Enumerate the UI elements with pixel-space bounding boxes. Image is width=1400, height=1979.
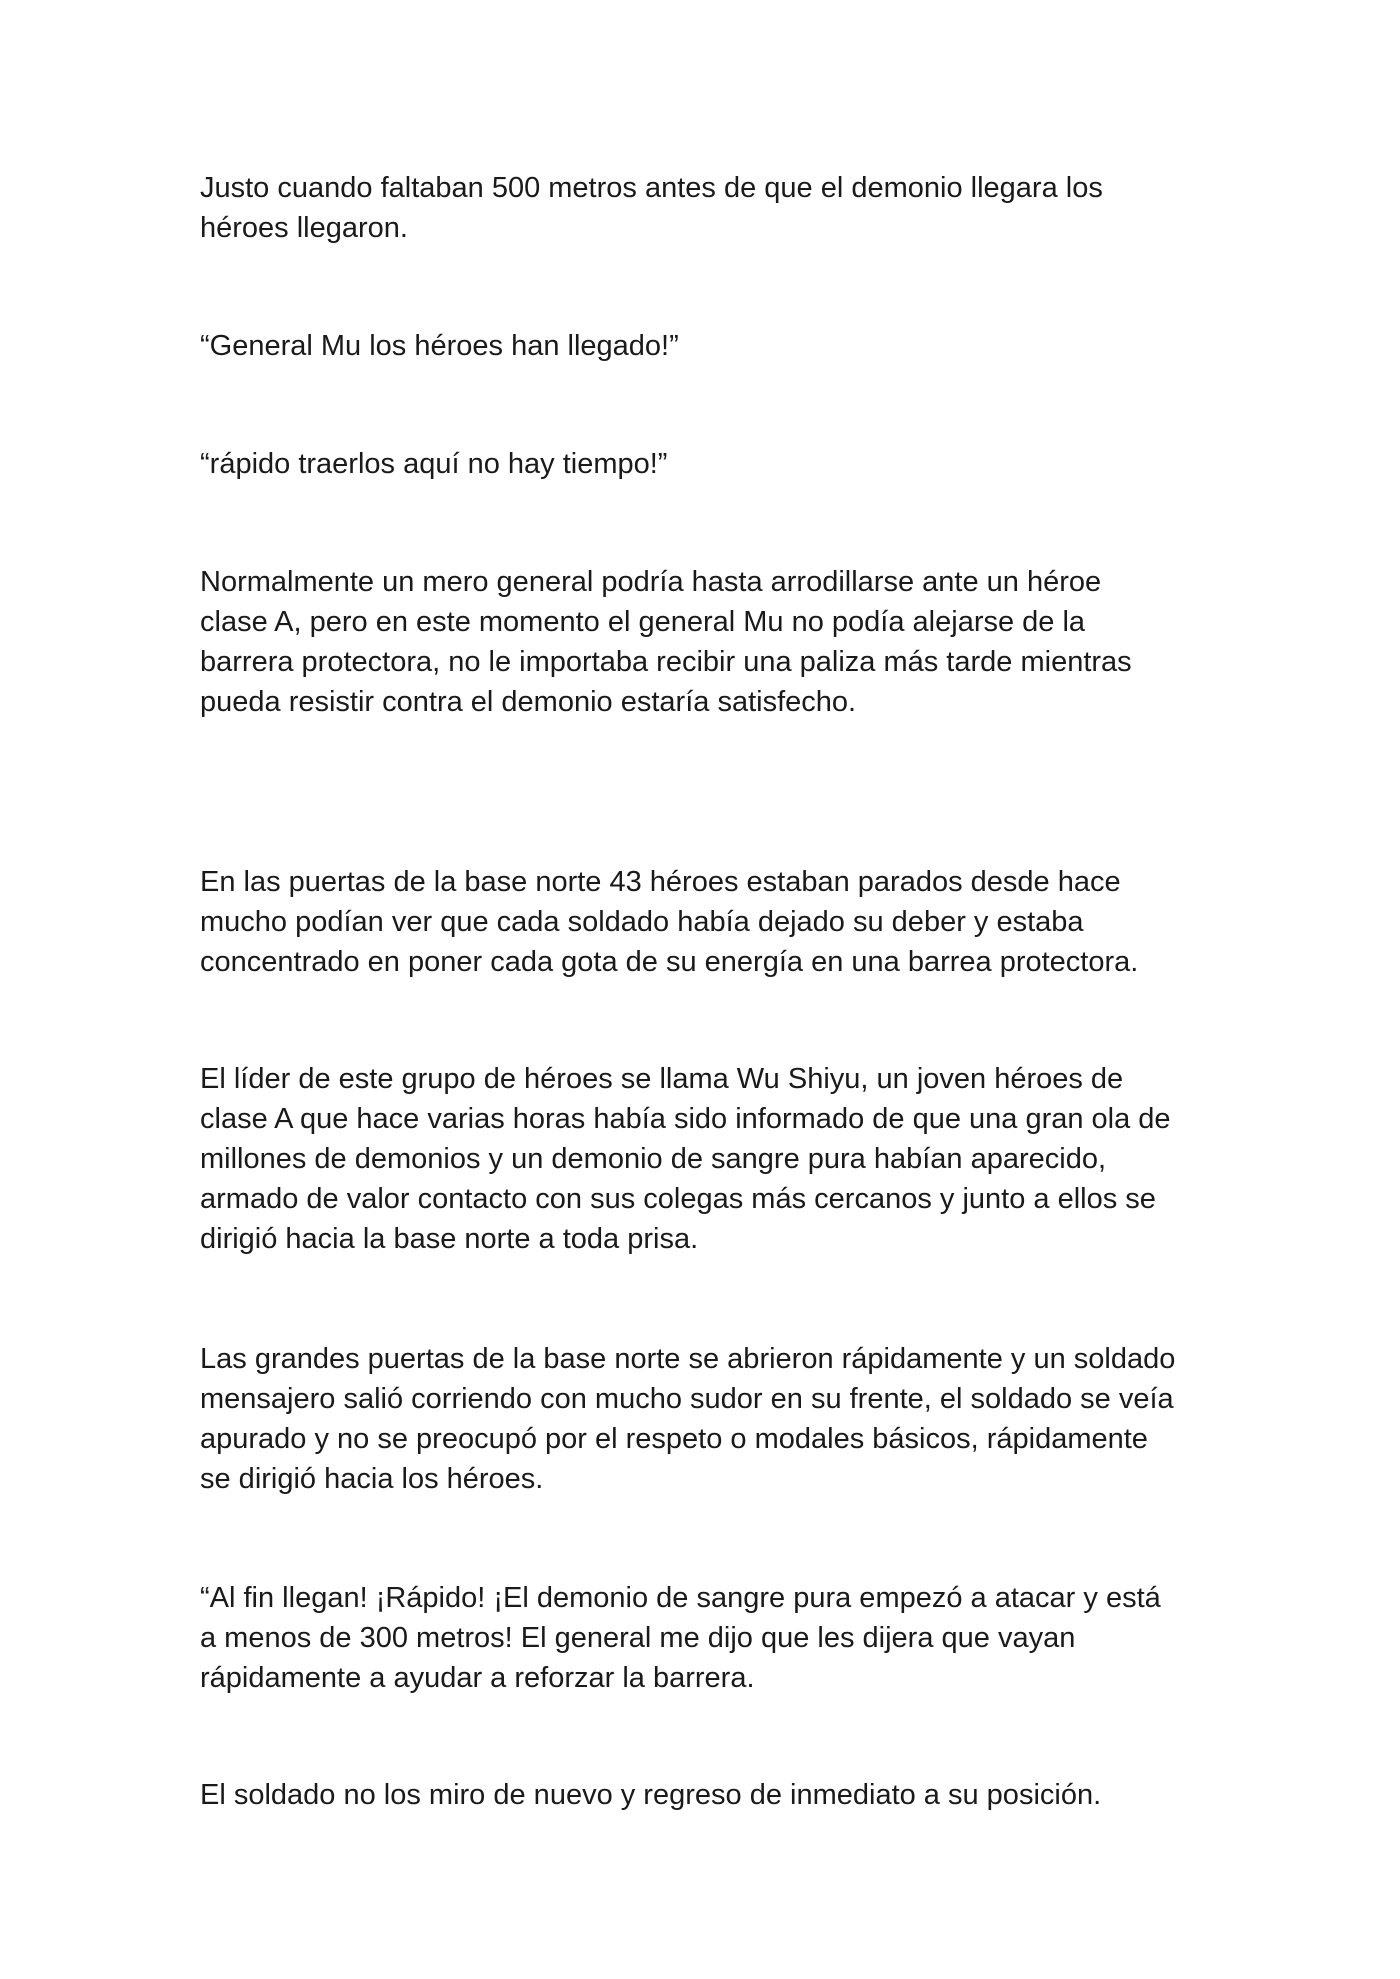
paragraph-8: “Al fin llegan! ¡Rápido! ¡El demonio de sangre pura empezó a atacar y está a menos de 300 metros! El general me dijo que les dijera que vayan rápidamente a ayudar a reforzar la barrera. (200, 1582, 1161, 1694)
paragraph-5: En las puertas de la base norte 43 héroes estaban parados desde hace mucho podían ver que cada soldado había dejado su deber y estaba concentrado en poner cada gota de su energía en una barrea protectora. (200, 866, 1139, 978)
paragraph-6: El líder de este grupo de héroes se llama Wu Shiyu, un joven héroes de clase A que hace varias horas había sido informado de que una gran ola de millones de demonios y un demonio de sangre pura habían aparecido, armado de valor contacto con sus colegas más cercanos y junto a ellos se dirigió hacia la base norte a toda prisa. (200, 1063, 1171, 1255)
paragraph-3: “rápido traerlos aquí no hay tiempo!” (200, 448, 668, 480)
paragraph-1: Justo cuando faltaban 500 metros antes de que el demonio llegara los héroes llegaron. (200, 172, 1103, 244)
paragraph-4: Normalmente un mero general podría hasta arrodillarse ante un héroe clase A, pero en este momento el general Mu no podía alejarse de la barrera protectora, no le importaba recibir una paliza más tarde mientras pueda resistir contra el demonio estaría satisfecho. (200, 566, 1132, 718)
paragraph-2: “General Mu los héroes han llegado!” (200, 330, 679, 362)
paragraph-7: Las grandes puertas de la base norte se abrieron rápidamente y un soldado mensajero salió corriendo con mucho sudor en su frente, el soldado se veía apurado y no se preocupó por el respeto o modales básicos, rápidamente se dirigió hacia los héroes. (200, 1343, 1176, 1495)
paragraph-9: El soldado no los miro de nuevo y regreso de inmediato a su posición. (200, 1779, 1102, 1811)
